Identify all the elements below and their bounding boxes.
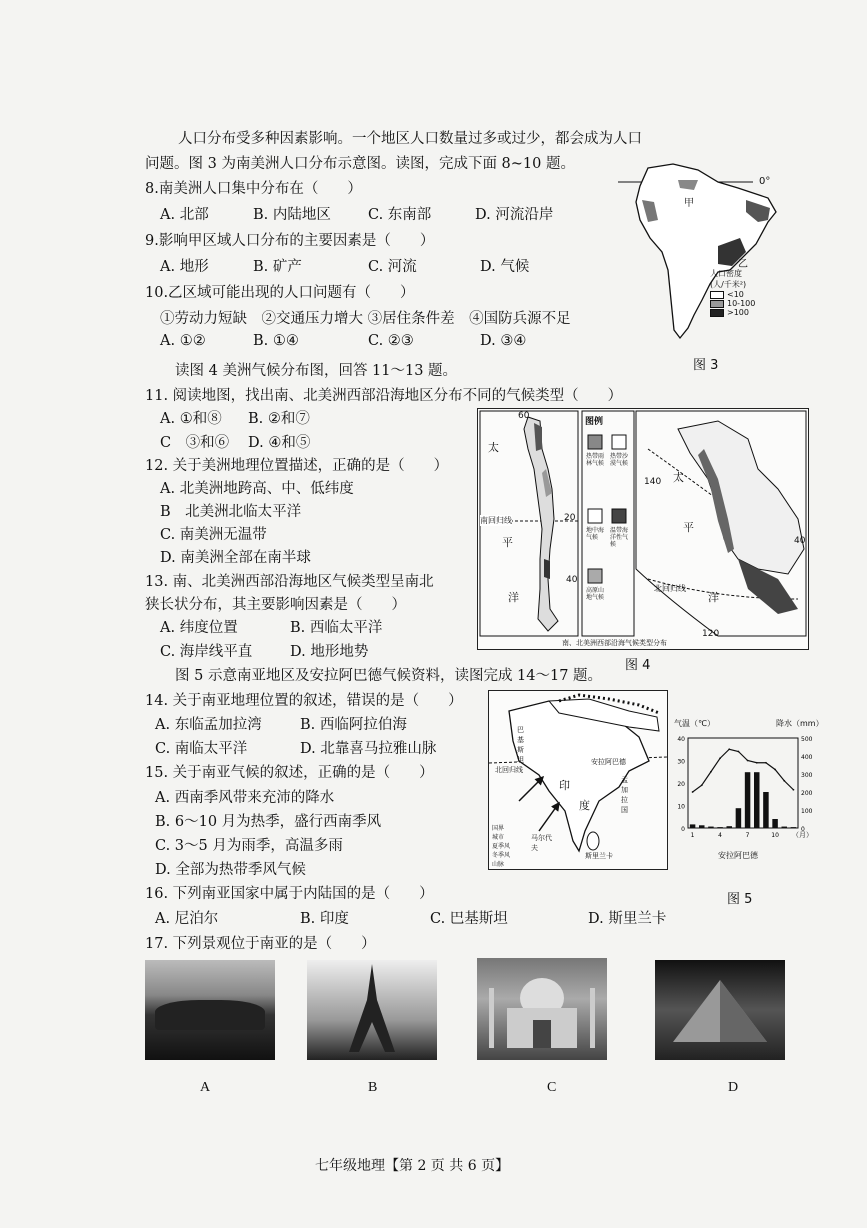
q8-option-b: B. 内陆地区 [253, 207, 331, 223]
month-tick-7: 7 [745, 832, 750, 839]
photo-d-pyramid [655, 960, 785, 1060]
precip-bar-4 [717, 827, 723, 828]
figure-3-caption: 图 3 [693, 358, 719, 373]
q14-option-d: D. 北靠喜马拉雅山脉 [300, 741, 437, 757]
region-yi-label: 乙 [738, 259, 748, 270]
month-tick-10: 10 [771, 832, 779, 839]
temp-point-7 [747, 760, 749, 762]
temp-point-6 [738, 751, 740, 753]
intro-3: 图 5 示意南亚地区及安拉阿巴德气候资料，读图完成 14～17 题。 [175, 668, 603, 684]
fig4-lat-60: 60 [518, 411, 530, 421]
photo-b-label: B [368, 1080, 378, 1095]
precip-bar-2 [699, 825, 705, 828]
map-srilanka: 斯里兰卡 [585, 852, 613, 860]
legend-item-low: <10 [710, 290, 782, 299]
temp-point-9 [765, 762, 767, 764]
temp-point-11 [783, 780, 785, 782]
map-pakistan: 巴基斯坦 [517, 726, 524, 764]
precip-tick-100: 100 [801, 808, 813, 815]
temp-tick-40: 40 [677, 736, 685, 743]
photo-c-tajmahal [477, 958, 607, 1060]
q8-option-d: D. 河流沿岸 [475, 207, 554, 223]
q9-stem: 9.影响甲区域人口分布的主要因素是（ ） [145, 233, 435, 249]
fig4-legend-title: 图例 [585, 417, 604, 427]
page-footer: 七年级地理【第 2 页 共 6 页】 [315, 1158, 510, 1174]
temperature-line [693, 749, 794, 792]
fig4-lat-40n: 40 [794, 536, 806, 546]
map-du: 度 [579, 799, 590, 812]
map-bangladesh: 孟加拉国 [621, 776, 628, 814]
temp-point-8 [756, 762, 758, 764]
legend-title-2: (人/千米²) [710, 280, 747, 289]
fig4-lon-120: 120 [702, 629, 720, 639]
map-allahabad: 安拉阿巴德 [591, 758, 626, 766]
intro-line-1: 人口分布受多种因素影响。一个地区人口数量过多或过少，都会成为人口 [178, 131, 642, 147]
precip-tick-500: 500 [801, 736, 813, 743]
precip-bar-7 [745, 772, 751, 828]
q11-stem: 11. 阅读地图，找出南、北美洲西部沿海地区分布不同的气候类型（ ） [145, 388, 623, 404]
chart-precip-title: 降水（mm） [776, 719, 824, 728]
q12-option-c: C. 南美洲无温带 [160, 527, 267, 543]
q10-option-d: D. ③④ [480, 333, 527, 349]
temp-point-10 [774, 769, 776, 771]
chart-month-unit: （月） [792, 831, 813, 839]
q12-option-b: B 北美洲北临太平洋 [160, 504, 302, 520]
q17-stem: 17. 下列景观位于南亚的是（ ） [145, 936, 376, 952]
chart-frame [688, 738, 798, 828]
fig4-tai-n: 太 [673, 471, 684, 484]
equator-label: 0° [759, 176, 771, 187]
legend-item-mid: 10-100 [710, 299, 782, 308]
temp-point-1 [692, 791, 694, 793]
precip-bar-12 [791, 827, 796, 828]
q9-option-b: B. 矿产 [253, 259, 302, 275]
q13-option-c: C. 海岸线平直 [160, 644, 253, 660]
map-legend-city: 城市 [492, 834, 505, 841]
map-maldives: 马尔代夫 [531, 834, 552, 852]
q13-option-b: B. 西临太平洋 [290, 620, 383, 636]
precip-bar-8 [754, 772, 760, 828]
q12-stem: 12. 关于美洲地理位置描述，正确的是（ ） [145, 458, 449, 474]
fig4-legend-maritime: 温带海洋性气候 [610, 527, 629, 548]
q13-stem-line-2: 狭长状分布，其主要影响因素是（ ） [145, 597, 406, 613]
q13-stem-line-1: 13. 南、北美洲西部沿海地区气候类型呈南北 [145, 574, 434, 590]
legend-item-high: >100 [710, 308, 782, 317]
legend-title-1: 人口密度 [710, 269, 742, 278]
q12-option-d: D. 南美洲全部在南半球 [160, 550, 311, 566]
q16-option-d: D. 斯里兰卡 [588, 911, 667, 927]
photo-a-uluru [145, 960, 275, 1060]
q11-option-b: B. ②和⑦ [248, 411, 310, 427]
q8-stem: 8.南美洲人口集中分布在（ ） [145, 181, 362, 197]
temp-point-2 [701, 784, 703, 786]
fig4-ping-s: 平 [502, 536, 513, 549]
figure-5-caption: 图 5 [727, 892, 753, 907]
q16-option-a: A. 尼泊尔 [155, 911, 219, 927]
map-legend-mountain: 山脉 [492, 861, 505, 868]
photo-c-label: C [547, 1080, 557, 1095]
fig4-legend-rainforest: 热带雨林气候 [586, 453, 605, 467]
q16-stem: 16. 下列南亚国家中属于内陆国的是（ ） [145, 886, 434, 902]
map-legend-summer: 夏季风 [492, 843, 511, 850]
q10-option-a: A. ①② [160, 333, 206, 349]
q11-option-c: C ③和⑥ [160, 435, 244, 451]
precip-bar-1 [690, 824, 696, 828]
fig4-tropic-n: 北回归线 [654, 584, 686, 593]
photo-a-label: A [200, 1080, 211, 1095]
figure-5-map [488, 690, 668, 870]
map-tropic: 北回归线 [495, 766, 523, 774]
precip-tick-200: 200 [801, 790, 813, 797]
fig5-map-legend [492, 823, 510, 868]
fig4-ping-n: 平 [683, 521, 694, 534]
q8-option-a: A. 北部 [160, 207, 209, 223]
month-tick-1: 1 [690, 832, 695, 839]
temp-tick-30: 30 [677, 758, 685, 766]
fig4-lon-140: 140 [644, 477, 662, 487]
temp-tick-0: 0 [681, 826, 685, 833]
q14-stem: 14. 关于南亚地理位置的叙述，错误的是（ ） [145, 693, 463, 709]
precip-tick-0: 0 [801, 826, 805, 833]
precip-bar-11 [782, 827, 788, 828]
fig4-bottom-label: 南、北美洲西部沿海气候类型分布 [562, 639, 667, 647]
precip-tick-300: 300 [801, 772, 813, 779]
fig4-yang-n: 洋 [708, 591, 719, 604]
figure-3-map [618, 160, 783, 350]
precip-bar-3 [708, 827, 714, 828]
precip-bar-9 [763, 792, 769, 828]
q13-option-a: A. 纬度位置 [160, 620, 238, 636]
map-legend-border: 国界 [492, 825, 505, 832]
intro-line-2: 问题。图 3 为南美洲人口分布示意图。读图，完成下面 8~10 题。 [145, 156, 575, 172]
chart-station: 安拉阿巴德 [718, 851, 758, 860]
q10-option-c: C. ②③ [368, 333, 414, 349]
temp-tick-10: 10 [677, 803, 685, 811]
q16-option-b: B. 印度 [300, 911, 349, 927]
precip-tick-400: 400 [801, 754, 813, 761]
photo-d-label: D [728, 1080, 739, 1095]
temp-point-4 [719, 757, 721, 759]
q9-option-d: D. 气候 [480, 259, 530, 275]
q15-option-c: C. 3～5 月为雨季，高温多雨 [155, 838, 343, 854]
fig4-tropic-s: 南回归线 [480, 516, 512, 525]
region-jia-label: 甲 [684, 198, 694, 209]
q16-option-c: C. 巴基斯坦 [430, 911, 508, 927]
figure-4-map [477, 408, 809, 650]
precip-bar-5 [727, 826, 733, 828]
temp-point-3 [710, 771, 712, 773]
temp-point-12 [793, 789, 795, 791]
q14-option-b: B. 西临阿拉伯海 [300, 717, 407, 733]
q12-option-a: A. 北美洲地跨高、中、低纬度 [160, 481, 354, 497]
month-tick-4: 4 [718, 832, 722, 839]
figure-4-caption: 图 4 [625, 658, 651, 673]
temp-tick-20: 20 [677, 781, 685, 788]
chart-temp-title: 气温（℃） [674, 719, 715, 728]
photo-b-eiffel [307, 960, 437, 1060]
fig4-legend-desert: 热带沙漠气候 [610, 453, 629, 467]
fig4-legend-highland: 高原山地气候 [586, 587, 605, 601]
q14-option-c: C. 南临太平洋 [155, 741, 248, 757]
temp-point-5 [728, 748, 730, 750]
precip-bar-10 [772, 819, 778, 828]
q9-option-c: C. 河流 [368, 259, 417, 275]
q15-stem: 15. 关于南亚气候的叙述，正确的是（ ） [145, 765, 434, 781]
q15-option-a: A. 西南季风带来充沛的降水 [155, 790, 335, 806]
fig4-yang-s: 洋 [508, 591, 519, 604]
fig3-legend [710, 268, 782, 317]
precip-bar-6 [736, 808, 742, 828]
fig4-legend-mediterranean: 地中海气候 [586, 527, 605, 541]
fig4-lat-20: 20 [564, 513, 576, 523]
q11-option-a: A. ①和⑧ [160, 411, 222, 427]
q10-statements: ①劳动力短缺 ②交通压力增大 ③居住条件差 ④国防兵源不足 [160, 311, 571, 327]
q14-option-a: A. 东临孟加拉湾 [155, 717, 262, 733]
q10-option-b: B. ①④ [253, 333, 299, 349]
fig4-tai-s: 太 [488, 441, 499, 454]
intro-2: 读图 4 美洲气候分布图，回答 11～13 题。 [175, 363, 458, 379]
q8-option-c: C. 东南部 [368, 207, 432, 223]
climate-chart [668, 718, 828, 870]
map-legend-winter: 冬季风 [492, 852, 511, 859]
q15-option-b: B. 6～10 月为热季，盛行西南季风 [155, 814, 382, 830]
q15-option-d: D. 全部为热带季风气候 [155, 862, 306, 878]
map-yin: 印 [559, 779, 570, 792]
q11-option-d: D. ④和⑤ [248, 435, 311, 451]
q9-option-a: A. 地形 [160, 259, 209, 275]
q13-option-d: D. 地形地势 [290, 644, 369, 660]
q10-stem: 10.乙区域可能出现的人口问题有（ ） [145, 285, 415, 301]
fig4-lat-40s: 40 [566, 575, 578, 585]
